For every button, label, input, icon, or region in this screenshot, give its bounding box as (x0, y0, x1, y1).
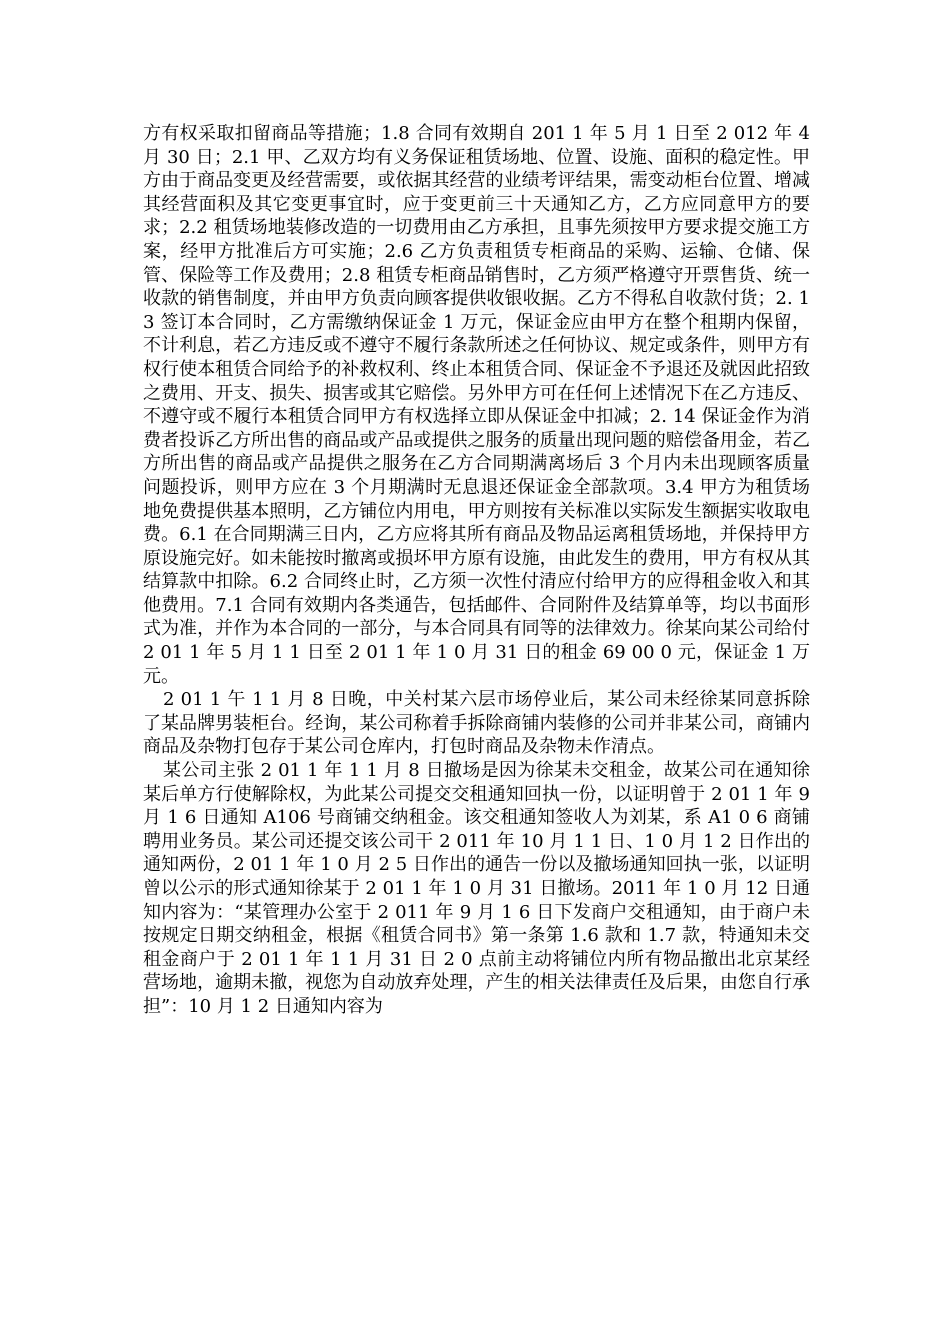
paragraph-company-claim: 某公司主张 2 01 1 年 1 1 月 8 日撤场是因为徐某未交租金，故某公司在通知徐某后单方行使解除权，为此某公司提交交租通知回执一份，以证明曾于 2 01 1 年 9 月 1 6 日通知 A106 号商铺交纳租金。该交租通知签收人为刘某，系 A1 0 6 商铺聘用业务员。某公司还提交该公司干 2 011 年 10 月 1 1 日、1 0 月 1 2 日作出的通知两份，2 01 1 年 1 0 月 2 5 日作出的通告一份以及撤场通知回执一张，以证明曾以公示的形式通知徐某于 2 01 1 年 1 0 月 31 日撤场。2011 年 1 0 月 12 日通知内容为：“某管理办公室于 2 011 年 9 月 1 6 日下发商户交租通知，由于商户未按规定日期交纳租金，根据《租赁合同书》第一条第 1.6 款和 1.7 款，特通知未交租金商户于 2 01 1 年 1 1 月 31 日 2 0 点前主动将铺位内所有物品撤出北京某经营场地，逾期未撤，视您为自动放弃处理，产生的相关法律责任及后果，由您自行承担”：10 月 1 2 日通知内容为 (143, 760, 810, 1017)
document-body (143, 122, 810, 1019)
paragraph-counter-removal: 2 01 1 午 1 1 月 8 日晚，中关村某六层市场停业后，某公司未经徐某同意拆除了某品牌男装柜台。经询，某公司称着手拆除商铺内装修的公司并非某公司，商铺内商品及杂物打包存于某公司仓库内，打包时商品及杂物未作清点。 (143, 689, 810, 758)
paragraph-contract-terms: 方有权采取扣留商品等措施；1.8 合同有效期自 201 1 年 5 月 1 日至 2 012 年 4 月 30 日；2.1 甲、乙双方均有义务保证租赁场地、位置、设施、面积的稳定性。甲方由于商品变更及经营需要，或依据其经营的业绩考评结果，需变动柜台位置、增减其经营面积及其它变更事宜时，应于变更前三十天通知乙方，乙方应同意甲方的要求；2.2 租赁场地装修改造的一切费用由乙方承担，且事先须按甲方要求提交施工方案，经甲方批准后方可实施；2.6 乙方负责租赁专柜商品的采购、运输、仓储、保管、保险等工作及费用；2.8 租赁专柜商品销售时，乙方须严格遵守开票售货、统一收款的销售制度，并由甲方负责向顾客提供收银收据。乙方不得私自收款付货；2. 13 签订本合同时，乙方需缴纳保证金 1 万元，保证金应由甲方在整个租期内保留，不计利息，若乙方违反或不遵守不履行条款所述之任何协议、规定或条件，则甲方有权行使本租赁合同给予的补救权利、终止本租赁合同、保证金不予退还及就因此招致之费用、开支、损失、损害或其它赔偿。另外甲方可在任何上述情况下在乙方违反、不遵守或不履行本租赁合同甲方有权选择立即从保证金中扣减；2. 14 保证金作为消费者投诉乙方所出售的商品或产品或提供之服务的质量出现问题的赔偿备用金，若乙方所出售的商品或产品提供之服务在乙方合同期满离场后 3 个月内未出现顾客质量问题投诉，则甲方应在 3 个月期满时无息退还保证金全部款项。3.4 甲方为租赁场地免费提供基本照明，乙方铺位内用电，甲方则按有关标准以实际发生额据实收取电费。6.1 在合同期满三日内，乙方应将其所有商品及物品运离租赁场地，并保持甲方原设施完好。如未能按时撤离或损坏甲方原有设施，由此发生的费用，甲方有权从其结算款中扣除。6.2 合同终止时，乙方须一次性付清应付给甲方的应得租金收入和其他费用。7.1 合同有效期内各类通告，包括邮件、合同附件及结算单等，均以书面形式为准，并作为本合同的一部分，与本合同具有同等的法律效力。徐某向某公司给付 2 01 1 年 5 月 1 1 日至 2 01 1 年 1 0 月 31 日的租金 69 00 0 元，保证金 1 万元。 (143, 123, 810, 687)
